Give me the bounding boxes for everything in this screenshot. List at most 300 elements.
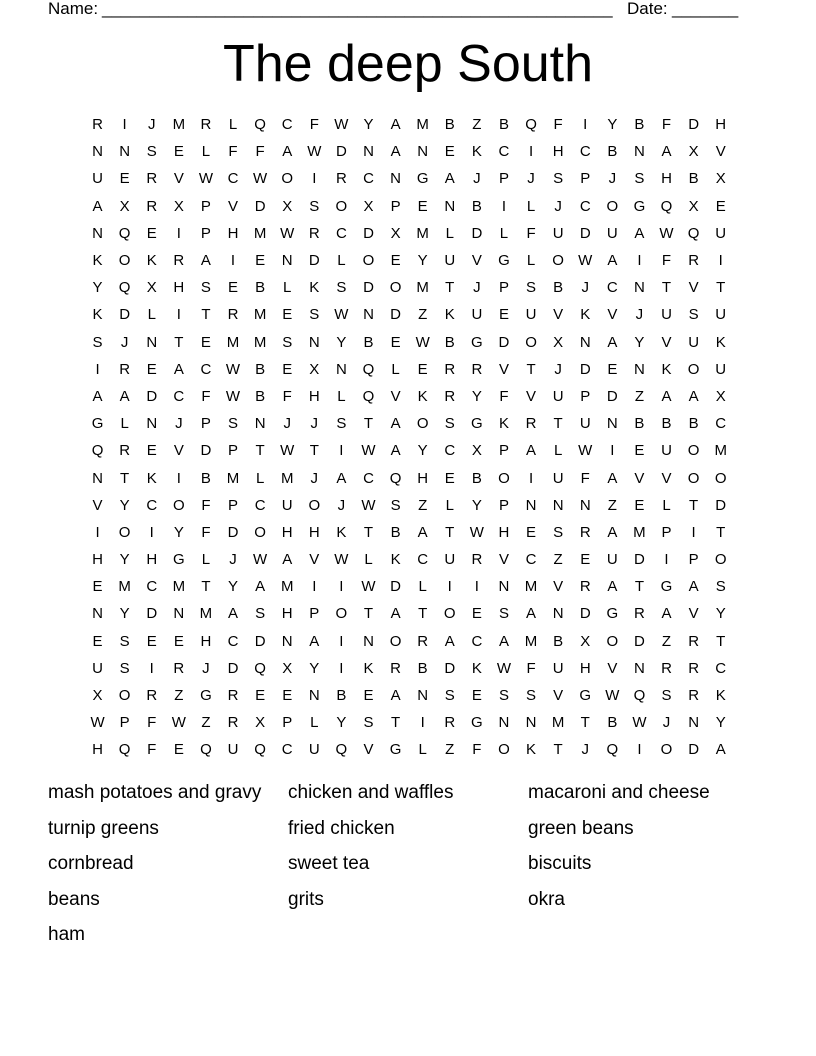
- grid-letter[interactable]: H: [281, 523, 293, 541]
- grid-letter[interactable]: U: [606, 224, 618, 242]
- grid-letter[interactable]: D: [688, 741, 700, 759]
- grid-letter[interactable]: U: [579, 415, 591, 433]
- grid-letter[interactable]: W: [659, 224, 674, 242]
- grid-letter[interactable]: W: [225, 387, 241, 405]
- grid-letter[interactable]: E: [526, 523, 537, 541]
- grid-letter[interactable]: I: [312, 170, 317, 188]
- grid-letter[interactable]: Y: [607, 116, 618, 134]
- grid-letter[interactable]: I: [664, 551, 669, 569]
- grid-letter[interactable]: S: [526, 279, 537, 297]
- grid-letter[interactable]: P: [282, 714, 293, 732]
- grid-letter[interactable]: S: [309, 306, 320, 324]
- grid-letter[interactable]: H: [715, 116, 727, 134]
- grid-letter[interactable]: N: [308, 333, 320, 351]
- grid-letter[interactable]: C: [444, 442, 456, 460]
- grid-letter[interactable]: H: [308, 523, 320, 541]
- grid-letter[interactable]: L: [662, 496, 671, 514]
- grid-letter[interactable]: E: [282, 687, 293, 705]
- grid-letter[interactable]: B: [255, 279, 266, 297]
- grid-letter[interactable]: L: [228, 116, 238, 134]
- grid-letter[interactable]: B: [255, 387, 266, 405]
- grid-letter[interactable]: X: [309, 360, 320, 378]
- grid-letter[interactable]: K: [498, 415, 509, 433]
- grid-letter[interactable]: V: [228, 197, 239, 215]
- grid-letter[interactable]: N: [92, 469, 103, 487]
- grid-letter[interactable]: N: [92, 605, 103, 623]
- grid-letter[interactable]: X: [363, 197, 374, 215]
- grid-letter[interactable]: E: [417, 360, 428, 378]
- grid-letter[interactable]: Y: [92, 279, 103, 297]
- grid-letter[interactable]: U: [227, 741, 239, 759]
- grid-letter[interactable]: R: [688, 659, 700, 677]
- grid-letter[interactable]: E: [607, 360, 618, 378]
- grid-letter[interactable]: A: [282, 551, 293, 569]
- grid-letter[interactable]: R: [227, 687, 239, 705]
- grid-letter[interactable]: Y: [715, 605, 726, 623]
- grid-letter[interactable]: U: [92, 170, 103, 188]
- grid-letter[interactable]: R: [634, 605, 645, 623]
- grid-letter[interactable]: U: [661, 306, 672, 324]
- grid-letter[interactable]: I: [149, 523, 154, 541]
- grid-letter[interactable]: P: [498, 442, 509, 460]
- grid-letter[interactable]: T: [418, 605, 428, 623]
- grid-letter[interactable]: W: [225, 360, 241, 378]
- grid-letter[interactable]: N: [173, 605, 185, 623]
- grid-letter[interactable]: O: [172, 496, 185, 514]
- grid-letter[interactable]: G: [579, 687, 592, 705]
- grid-letter[interactable]: P: [309, 605, 320, 623]
- grid-letter[interactable]: C: [363, 170, 374, 188]
- grid-letter[interactable]: Q: [118, 741, 131, 759]
- grid-letter[interactable]: I: [312, 578, 317, 596]
- grid-letter[interactable]: G: [633, 197, 646, 215]
- grid-letter[interactable]: W: [334, 306, 349, 324]
- grid-letter[interactable]: D: [308, 252, 320, 270]
- grid-letter[interactable]: S: [498, 605, 509, 623]
- grid-letter[interactable]: E: [444, 469, 455, 487]
- grid-letter[interactable]: I: [637, 741, 642, 759]
- grid-letter[interactable]: O: [687, 469, 700, 487]
- grid-letter[interactable]: O: [281, 170, 294, 188]
- grid-letter[interactable]: W: [632, 714, 647, 732]
- grid-letter[interactable]: M: [416, 224, 429, 242]
- grid-letter[interactable]: A: [607, 469, 618, 487]
- grid-letter[interactable]: H: [281, 605, 293, 623]
- grid-letter[interactable]: A: [607, 578, 618, 596]
- grid-letter[interactable]: W: [253, 551, 268, 569]
- grid-letter[interactable]: S: [498, 687, 509, 705]
- grid-letter[interactable]: N: [498, 714, 510, 732]
- grid-letter[interactable]: E: [255, 252, 266, 270]
- grid-letter[interactable]: L: [526, 197, 536, 215]
- grid-letter[interactable]: R: [335, 170, 347, 188]
- grid-letter[interactable]: N: [417, 143, 429, 161]
- grid-letter[interactable]: V: [553, 306, 564, 324]
- grid-letter[interactable]: E: [363, 687, 374, 705]
- grid-letter[interactable]: N: [390, 170, 401, 188]
- grid-letter[interactable]: E: [282, 360, 293, 378]
- grid-letter[interactable]: A: [688, 578, 699, 596]
- grid-letter[interactable]: S: [553, 523, 564, 541]
- grid-letter[interactable]: N: [525, 714, 537, 732]
- grid-letter[interactable]: D: [579, 605, 591, 623]
- grid-letter[interactable]: H: [227, 224, 239, 242]
- grid-letter[interactable]: S: [282, 333, 293, 351]
- grid-letter[interactable]: W: [361, 578, 376, 596]
- grid-letter[interactable]: Q: [362, 387, 375, 405]
- grid-letter[interactable]: S: [363, 714, 374, 732]
- grid-letter[interactable]: J: [608, 170, 617, 188]
- grid-letter[interactable]: M: [253, 224, 267, 242]
- grid-letter[interactable]: M: [633, 523, 646, 541]
- grid-letter[interactable]: Z: [472, 116, 482, 134]
- grid-letter[interactable]: J: [147, 116, 156, 134]
- grid-letter[interactable]: Z: [418, 496, 428, 514]
- grid-letter[interactable]: T: [634, 578, 644, 596]
- grid-letter[interactable]: H: [552, 143, 564, 161]
- grid-letter[interactable]: L: [283, 279, 292, 297]
- grid-letter[interactable]: I: [691, 523, 696, 541]
- grid-letter[interactable]: E: [173, 741, 184, 759]
- grid-letter[interactable]: S: [336, 415, 347, 433]
- grid-letter[interactable]: M: [280, 578, 294, 596]
- grid-letter[interactable]: N: [634, 279, 645, 297]
- grid-letter[interactable]: T: [390, 714, 401, 732]
- grid-letter[interactable]: Y: [119, 605, 130, 623]
- grid-letter[interactable]: W: [90, 714, 105, 732]
- grid-letter[interactable]: U: [715, 306, 727, 324]
- grid-letter[interactable]: R: [119, 360, 131, 378]
- grid-letter[interactable]: B: [444, 116, 455, 134]
- grid-letter[interactable]: W: [307, 143, 322, 161]
- grid-letter[interactable]: X: [471, 442, 482, 460]
- grid-letter[interactable]: J: [202, 659, 210, 677]
- grid-letter[interactable]: A: [390, 415, 401, 433]
- grid-letter[interactable]: Y: [715, 714, 726, 732]
- grid-letter[interactable]: H: [417, 469, 429, 487]
- grid-letter[interactable]: D: [200, 442, 212, 460]
- grid-letter[interactable]: G: [416, 170, 429, 188]
- grid-letter[interactable]: E: [282, 306, 293, 324]
- grid-letter[interactable]: J: [581, 279, 589, 297]
- grid-letter[interactable]: N: [579, 496, 591, 514]
- grid-letter[interactable]: M: [416, 279, 429, 297]
- grid-letter[interactable]: F: [472, 741, 482, 759]
- grid-letter[interactable]: F: [661, 116, 672, 134]
- grid-letter[interactable]: X: [715, 387, 726, 405]
- grid-letter[interactable]: X: [580, 632, 591, 650]
- grid-letter[interactable]: E: [146, 442, 157, 460]
- date-blank-line[interactable]: _______: [672, 0, 739, 18]
- grid-letter[interactable]: K: [363, 659, 374, 677]
- grid-letter[interactable]: F: [661, 252, 672, 270]
- grid-letter[interactable]: G: [471, 714, 483, 732]
- grid-letter[interactable]: U: [661, 442, 672, 460]
- grid-letter[interactable]: R: [579, 523, 591, 541]
- grid-letter[interactable]: M: [551, 714, 565, 732]
- grid-letter[interactable]: E: [634, 496, 645, 514]
- grid-letter[interactable]: F: [201, 523, 211, 541]
- grid-letter[interactable]: X: [255, 714, 266, 732]
- grid-letter[interactable]: V: [309, 551, 320, 569]
- grid-letter[interactable]: S: [553, 170, 564, 188]
- grid-letter[interactable]: A: [417, 523, 428, 541]
- grid-letter[interactable]: I: [447, 578, 452, 596]
- grid-letter[interactable]: F: [147, 714, 157, 732]
- grid-letter[interactable]: Y: [363, 116, 374, 134]
- grid-letter[interactable]: I: [610, 442, 615, 460]
- grid-letter[interactable]: N: [552, 496, 564, 514]
- grid-letter[interactable]: J: [310, 415, 319, 433]
- grid-letter[interactable]: N: [146, 415, 158, 433]
- grid-letter[interactable]: G: [471, 415, 483, 433]
- grid-letter[interactable]: J: [554, 360, 562, 378]
- grid-letter[interactable]: H: [498, 523, 510, 541]
- grid-letter[interactable]: A: [661, 605, 672, 623]
- grid-letter[interactable]: E: [634, 442, 645, 460]
- grid-letter[interactable]: J: [554, 197, 562, 215]
- grid-letter[interactable]: C: [525, 551, 537, 569]
- grid-letter[interactable]: N: [417, 687, 429, 705]
- grid-letter[interactable]: E: [715, 197, 726, 215]
- grid-letter[interactable]: A: [390, 116, 401, 134]
- grid-letter[interactable]: T: [363, 523, 374, 541]
- grid-letter[interactable]: A: [607, 333, 618, 351]
- grid-letter[interactable]: Y: [634, 333, 645, 351]
- grid-letter[interactable]: G: [606, 605, 619, 623]
- grid-letter[interactable]: R: [146, 687, 158, 705]
- grid-letter[interactable]: R: [688, 687, 700, 705]
- grid-letter[interactable]: A: [390, 687, 401, 705]
- grid-letter[interactable]: N: [254, 415, 266, 433]
- grid-letter[interactable]: K: [715, 333, 726, 351]
- grid-letter[interactable]: P: [661, 523, 672, 541]
- grid-letter[interactable]: B: [200, 469, 211, 487]
- grid-letter[interactable]: O: [498, 469, 510, 487]
- grid-letter[interactable]: O: [118, 687, 131, 705]
- grid-letter[interactable]: R: [688, 252, 700, 270]
- grid-letter[interactable]: O: [687, 360, 700, 378]
- grid-letter[interactable]: L: [337, 387, 346, 405]
- grid-letter[interactable]: O: [660, 741, 673, 759]
- grid-letter[interactable]: I: [339, 659, 344, 677]
- grid-letter[interactable]: Z: [201, 714, 211, 732]
- grid-letter[interactable]: J: [337, 496, 346, 514]
- grid-letter[interactable]: S: [92, 333, 103, 351]
- grid-letter[interactable]: J: [635, 306, 644, 324]
- grid-letter[interactable]: F: [580, 469, 590, 487]
- grid-letter[interactable]: B: [444, 333, 455, 351]
- grid-letter[interactable]: L: [120, 415, 129, 433]
- grid-letter[interactable]: A: [444, 632, 455, 650]
- grid-letter[interactable]: H: [92, 551, 103, 569]
- grid-letter[interactable]: Y: [336, 714, 347, 732]
- grid-letter[interactable]: U: [552, 387, 564, 405]
- grid-letter[interactable]: Q: [254, 116, 266, 134]
- grid-letter[interactable]: F: [255, 143, 265, 161]
- grid-letter[interactable]: S: [146, 143, 157, 161]
- grid-letter[interactable]: D: [634, 632, 645, 650]
- grid-letter[interactable]: D: [363, 224, 374, 242]
- grid-letter[interactable]: Q: [118, 224, 131, 242]
- grid-letter[interactable]: D: [227, 523, 239, 541]
- grid-letter[interactable]: P: [228, 496, 239, 514]
- grid-letter[interactable]: W: [605, 687, 620, 705]
- grid-letter[interactable]: D: [363, 279, 374, 297]
- grid-letter[interactable]: C: [471, 632, 483, 650]
- grid-letter[interactable]: P: [200, 197, 211, 215]
- grid-letter[interactable]: R: [173, 659, 185, 677]
- grid-letter[interactable]: M: [118, 578, 131, 596]
- grid-letter[interactable]: R: [444, 387, 456, 405]
- grid-letter[interactable]: G: [172, 551, 185, 569]
- grid-letter[interactable]: I: [637, 252, 642, 270]
- grid-letter[interactable]: L: [418, 741, 427, 759]
- grid-letter[interactable]: U: [525, 306, 537, 324]
- grid-letter[interactable]: V: [661, 333, 672, 351]
- grid-letter[interactable]: C: [146, 578, 158, 596]
- grid-letter[interactable]: M: [226, 469, 240, 487]
- grid-letter[interactable]: Q: [200, 741, 212, 759]
- grid-letter[interactable]: V: [390, 387, 401, 405]
- grid-letter[interactable]: U: [471, 306, 483, 324]
- grid-letter[interactable]: G: [200, 687, 212, 705]
- grid-letter[interactable]: O: [525, 333, 537, 351]
- grid-letter[interactable]: L: [310, 714, 319, 732]
- grid-letter[interactable]: K: [444, 306, 455, 324]
- grid-letter[interactable]: M: [199, 605, 213, 623]
- grid-letter[interactable]: Q: [91, 442, 104, 460]
- grid-letter[interactable]: P: [688, 551, 699, 569]
- grid-letter[interactable]: S: [526, 687, 537, 705]
- grid-letter[interactable]: I: [339, 578, 344, 596]
- grid-letter[interactable]: M: [172, 578, 186, 596]
- grid-letter[interactable]: E: [580, 551, 591, 569]
- grid-letter[interactable]: E: [92, 578, 103, 596]
- grid-letter[interactable]: C: [579, 143, 591, 161]
- grid-letter[interactable]: K: [309, 279, 320, 297]
- grid-letter[interactable]: A: [661, 143, 672, 161]
- grid-letter[interactable]: I: [339, 632, 344, 650]
- grid-letter[interactable]: B: [634, 116, 645, 134]
- grid-letter[interactable]: R: [146, 170, 158, 188]
- grid-letter[interactable]: X: [92, 687, 103, 705]
- grid-letter[interactable]: P: [200, 224, 211, 242]
- grid-letter[interactable]: Z: [607, 496, 617, 514]
- grid-letter[interactable]: W: [469, 523, 484, 541]
- grid-letter[interactable]: Z: [174, 687, 184, 705]
- grid-letter[interactable]: E: [471, 687, 482, 705]
- grid-letter[interactable]: B: [417, 659, 428, 677]
- grid-letter[interactable]: E: [471, 605, 482, 623]
- grid-letter[interactable]: Y: [471, 387, 482, 405]
- grid-letter[interactable]: B: [255, 360, 266, 378]
- grid-letter[interactable]: R: [200, 116, 212, 134]
- grid-letter[interactable]: K: [661, 360, 672, 378]
- grid-letter[interactable]: N: [92, 224, 103, 242]
- grid-letter[interactable]: H: [579, 659, 591, 677]
- grid-letter[interactable]: L: [391, 360, 400, 378]
- grid-letter[interactable]: A: [255, 578, 266, 596]
- grid-letter[interactable]: P: [200, 415, 211, 433]
- grid-letter[interactable]: P: [498, 496, 509, 514]
- grid-letter[interactable]: F: [553, 116, 563, 134]
- grid-letter[interactable]: E: [146, 632, 157, 650]
- grid-letter[interactable]: M: [714, 442, 727, 460]
- grid-letter[interactable]: R: [471, 360, 483, 378]
- grid-letter[interactable]: R: [308, 224, 320, 242]
- grid-letter[interactable]: C: [227, 170, 239, 188]
- grid-letter[interactable]: N: [363, 143, 374, 161]
- grid-letter[interactable]: N: [335, 360, 347, 378]
- grid-letter[interactable]: W: [496, 659, 512, 677]
- grid-letter[interactable]: F: [201, 387, 211, 405]
- grid-letter[interactable]: V: [363, 741, 374, 759]
- grid-letter[interactable]: B: [471, 197, 482, 215]
- grid-letter[interactable]: T: [661, 279, 672, 297]
- grid-letter[interactable]: I: [176, 306, 181, 324]
- grid-letter[interactable]: J: [473, 279, 481, 297]
- grid-letter[interactable]: B: [336, 687, 347, 705]
- grid-letter[interactable]: O: [362, 252, 375, 270]
- grid-letter[interactable]: E: [173, 143, 184, 161]
- grid-letter[interactable]: R: [661, 659, 672, 677]
- grid-letter[interactable]: N: [552, 605, 564, 623]
- grid-letter[interactable]: B: [553, 632, 564, 650]
- grid-letter[interactable]: V: [173, 170, 184, 188]
- grid-letter[interactable]: D: [254, 632, 266, 650]
- grid-letter[interactable]: S: [634, 170, 645, 188]
- grid-letter[interactable]: T: [174, 333, 184, 351]
- grid-letter[interactable]: X: [688, 197, 699, 215]
- grid-letter[interactable]: A: [390, 442, 401, 460]
- grid-letter[interactable]: M: [226, 333, 240, 351]
- grid-letter[interactable]: V: [715, 143, 726, 161]
- grid-letter[interactable]: T: [553, 741, 563, 759]
- grid-letter[interactable]: V: [173, 442, 184, 460]
- grid-letter[interactable]: S: [444, 687, 455, 705]
- grid-letter[interactable]: N: [606, 415, 618, 433]
- grid-letter[interactable]: O: [389, 279, 402, 297]
- grid-letter[interactable]: A: [526, 605, 537, 623]
- grid-letter[interactable]: R: [417, 632, 429, 650]
- grid-letter[interactable]: H: [200, 632, 212, 650]
- grid-letter[interactable]: P: [580, 387, 591, 405]
- grid-letter[interactable]: O: [606, 197, 619, 215]
- grid-letter[interactable]: E: [119, 170, 130, 188]
- grid-letter[interactable]: A: [390, 605, 401, 623]
- grid-letter[interactable]: P: [119, 714, 130, 732]
- grid-letter[interactable]: I: [474, 578, 479, 596]
- grid-letter[interactable]: O: [389, 632, 402, 650]
- grid-letter[interactable]: F: [499, 387, 509, 405]
- grid-letter[interactable]: P: [228, 442, 239, 460]
- grid-letter[interactable]: U: [281, 496, 293, 514]
- grid-letter[interactable]: Z: [661, 632, 672, 650]
- grid-letter[interactable]: I: [122, 116, 127, 134]
- grid-letter[interactable]: A: [119, 387, 130, 405]
- grid-letter[interactable]: S: [715, 578, 726, 596]
- grid-letter[interactable]: A: [92, 197, 103, 215]
- grid-letter[interactable]: D: [715, 496, 727, 514]
- grid-letter[interactable]: V: [92, 496, 103, 514]
- grid-letter[interactable]: D: [390, 306, 401, 324]
- grid-letter[interactable]: Y: [228, 578, 239, 596]
- grid-letter[interactable]: C: [715, 659, 727, 677]
- grid-letter[interactable]: C: [606, 279, 618, 297]
- grid-letter[interactable]: W: [334, 116, 349, 134]
- grid-letter[interactable]: B: [498, 116, 509, 134]
